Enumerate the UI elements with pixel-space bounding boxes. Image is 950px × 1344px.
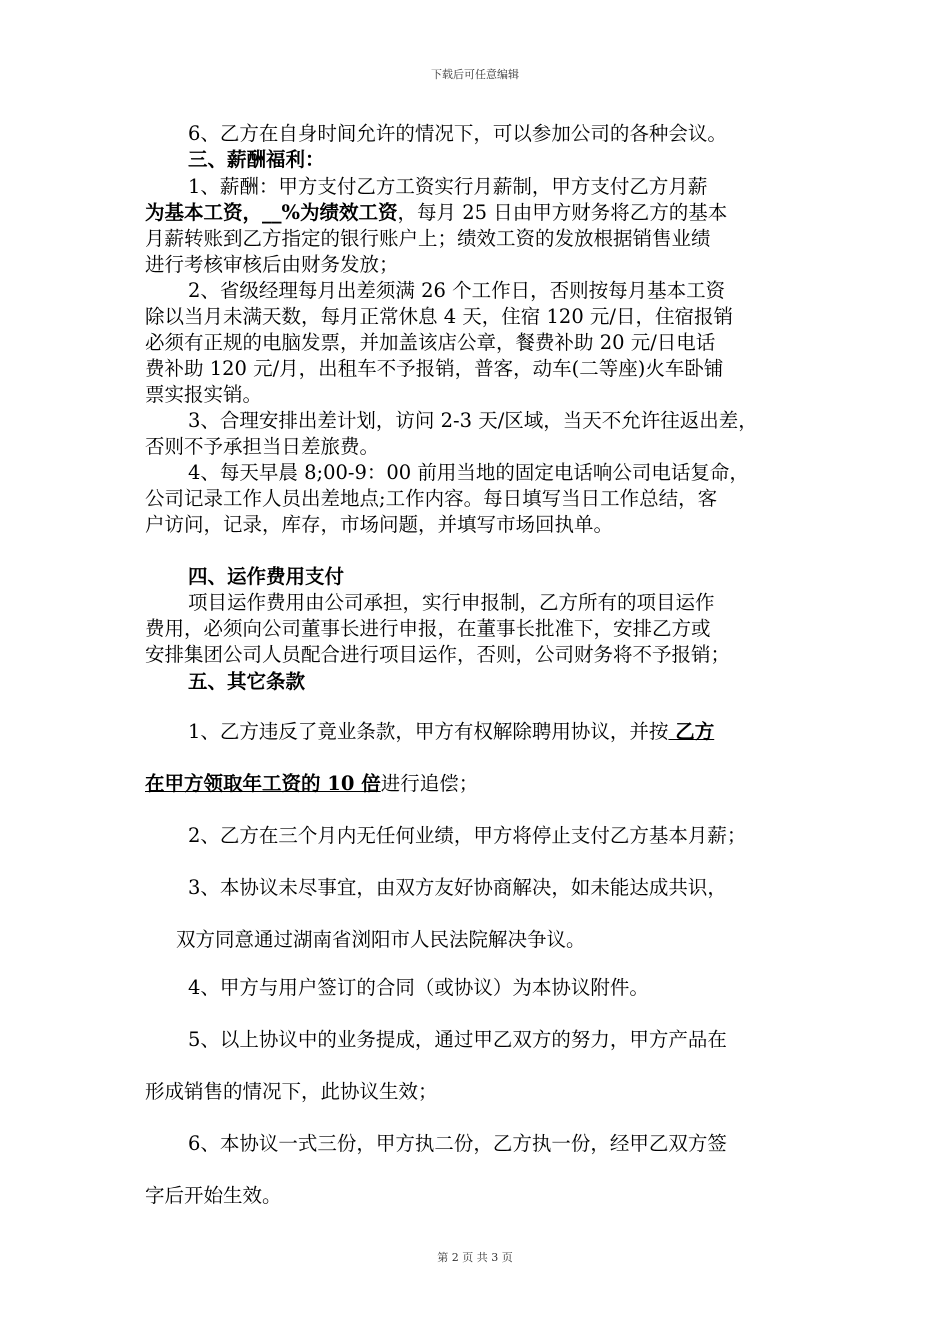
clause-5-3-line-2: 双方同意通过湖南省浏阳市人民法院解决争议。	[176, 928, 586, 951]
clause-5-1-line-1	[188, 722, 815, 742]
clause-3-4-line-3: 户访问，记录，库存，市场问题，并填写市场回执单。	[145, 513, 614, 536]
clause-5-1-line-2	[145, 774, 815, 794]
section-4-line-2: 费用，必须向公司董事长进行申报，在董事长批准下，安排乙方或	[145, 617, 711, 640]
section-4-line-1: 项目运作费用由公司承担，实行申报制，乙方所有的项目运作	[188, 591, 715, 614]
clause-5-3-line-1: 3、本协议未尽事宜，由双方友好协商解决，如未能达成共识，	[188, 876, 727, 899]
clause-3-4-line-1: 4、每天早晨 8;00-9：00 前用当地的固定电话响公司电话复命，	[188, 461, 749, 484]
clause-3-2-line-2: 除以当月未满天数，每月正常休息 4 天，住宿 120 元/日，住宿报销	[145, 305, 733, 328]
clause-3-1-line-4: 进行考核审核后由财务发放；	[145, 253, 399, 276]
clause-3-2-line-1: 2、省级经理每月出差须满 26 个工作日，否则按每月基本工资	[188, 279, 726, 302]
compensation-multiple-text: 在甲方领取年工资的 10 倍	[145, 772, 381, 795]
clause-3-2-line-5: 票实报实销。	[145, 383, 263, 406]
compensation-tail-text: 进行追偿；	[380, 772, 479, 795]
clause-5-1-text: 1、乙方违反了竟业条款，甲方有权解除聘用协议，并按	[188, 720, 669, 743]
section-5-heading	[188, 672, 815, 692]
clause-5-6-line-1: 6、本协议一式三份，甲方执二份，乙方执一份，经甲乙双方签	[188, 1132, 727, 1155]
payday-text: ，每月 25 日由甲方财务将乙方的基本	[397, 201, 728, 224]
clause-5-4: 4、甲方与用户签订的合同（或协议）为本协议附件。	[188, 976, 649, 999]
clause-3-1-line-2	[145, 203, 815, 223]
clause-3-1-line-3: 月薪转账到乙方指定的银行账户上；绩效工资的发放根据销售业绩	[145, 227, 711, 250]
page-footer: 第 2 页 共 3 页	[437, 1251, 513, 1264]
section-3-heading	[188, 150, 815, 170]
clause-5-5-line-1: 5、以上协议中的业务提成，通过甲乙双方的努力，甲方产品在	[188, 1028, 727, 1051]
clause-3-3-line-1: 3、合理安排出差计划，访问 2-3 天/区域，当天不允许往返出差，	[188, 409, 758, 432]
section-4-title: 四、运作费用支付	[188, 565, 345, 588]
page-header: 下载后可任意编辑	[431, 68, 519, 81]
clause-2-6: 6、乙方在自身时间允许的情况下，可以参加公司的各种会议。	[188, 122, 727, 145]
clause-5-2: 2、乙方在三个月内无任何业绩，甲方将停止支付乙方基本月薪；	[188, 824, 747, 847]
section-4-heading	[188, 567, 815, 587]
clause-3-1-line-1: 1、薪酬：甲方支付乙方工资实行月薪制，甲方支付乙方月薪	[188, 175, 708, 198]
performance-pay-text: __%为绩效工资	[262, 201, 398, 224]
clause-3-2-line-4: 费补助 120 元/月，出租车不予报销，普客，动车(二等座)火车卧铺	[145, 357, 724, 380]
section-5-title: 五、其它条款	[188, 670, 306, 693]
clause-3-3-line-2: 否则不予承担当日差旅费。	[145, 435, 380, 458]
section-3-title: 三、薪酬福利：	[188, 148, 325, 171]
section-4-line-3: 安排集团公司人员配合进行项目运作，否则，公司财务将不予报销；	[145, 643, 731, 666]
compensation-party-text: 乙方	[668, 720, 715, 743]
clause-5-6-line-2: 字后开始生效。	[145, 1184, 282, 1207]
base-salary-text: 为基本工资，	[145, 201, 263, 224]
clause-3-2-line-3: 必须有正规的电脑发票，并加盖该店公章，餐费补助 20 元/日电话	[145, 331, 716, 354]
clause-5-5-line-2: 形成销售的情况下，此协议生效；	[145, 1080, 438, 1103]
clause-3-4-line-2: 公司记录工作人员出差地点;工作内容。每日填写当日工作总结，客	[145, 487, 718, 510]
